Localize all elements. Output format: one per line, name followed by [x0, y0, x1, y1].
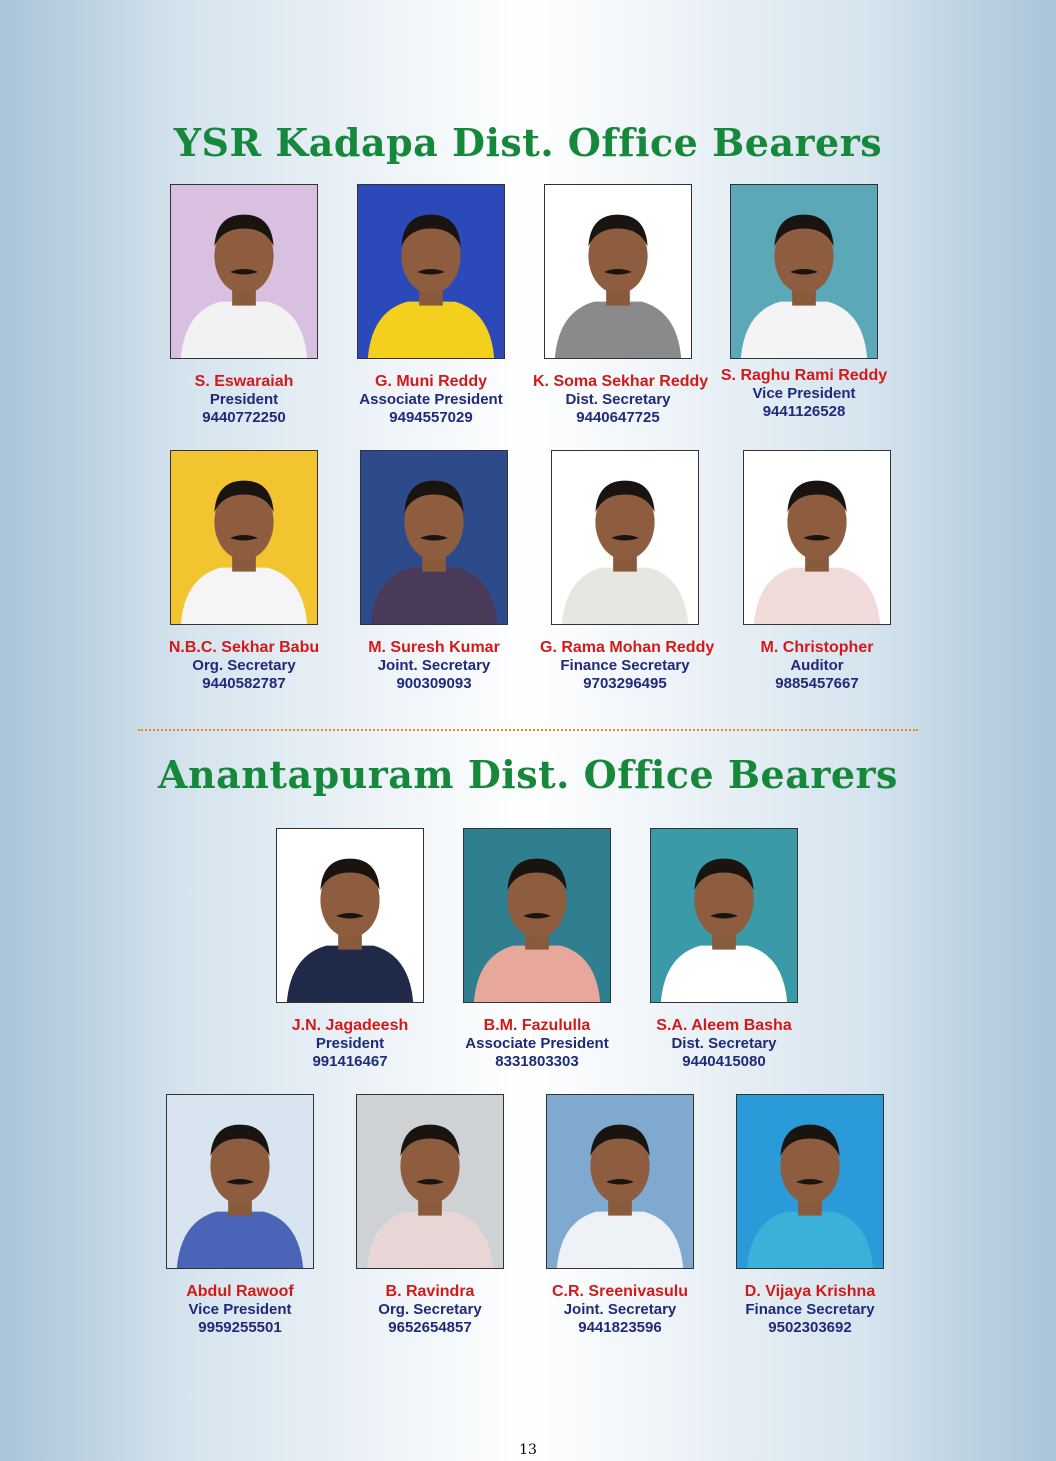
member-photo — [357, 184, 505, 359]
member-phone: 900309093 — [396, 675, 472, 692]
member-card — [533, 184, 709, 427]
member-photo — [463, 828, 611, 1003]
member-phone: 8331803303 — [495, 1053, 579, 1070]
section-divider — [138, 729, 918, 731]
member-photo — [736, 1094, 884, 1269]
member-phone: 9440415080 — [682, 1053, 766, 1070]
member-card — [159, 450, 329, 693]
member-role: Associate President — [465, 1035, 609, 1052]
member-phone: 9703296495 — [583, 675, 667, 692]
member-photo — [743, 450, 891, 625]
member-name: D. Vijaya Krishna — [744, 1283, 876, 1300]
member-phone: 9440647725 — [576, 409, 660, 426]
member-card — [725, 1094, 895, 1337]
member-card — [535, 1094, 705, 1337]
member-role: Dist. Secretary — [671, 1035, 777, 1052]
member-name: S.A. Aleem Basha — [656, 1017, 792, 1034]
section-title-kadapa: YSR Kadapa Dist. Office Bearers — [173, 120, 883, 165]
member-name: C.R. Sreenivasulu — [551, 1283, 689, 1300]
member-phone: 9502303692 — [768, 1319, 852, 1336]
member-name: Abdul Rawoof — [186, 1283, 294, 1300]
member-phone: 9652654857 — [388, 1319, 472, 1336]
member-role: Joint. Secretary — [377, 657, 491, 674]
member-role: Associate President — [359, 391, 503, 408]
member-name: B. Ravindra — [385, 1283, 475, 1300]
member-role: Auditor — [790, 657, 844, 674]
member-photo — [546, 1094, 694, 1269]
member-name: N.B.C. Sekhar Babu — [168, 639, 320, 656]
member-card — [639, 828, 809, 1071]
member-name: G. Muni Reddy — [375, 373, 487, 390]
member-role: Vice President — [752, 385, 856, 402]
member-phone: 9440582787 — [202, 675, 286, 692]
member-photo — [551, 450, 699, 625]
member-phone: 9441126528 — [762, 403, 846, 420]
member-role: President — [315, 1035, 385, 1052]
member-photo — [166, 1094, 314, 1269]
member-role: Finance Secretary — [560, 657, 690, 674]
member-photo — [170, 184, 318, 359]
member-card — [732, 450, 902, 693]
page-number: 13 — [519, 1442, 537, 1458]
member-phone: 9441823596 — [578, 1319, 662, 1336]
member-role: Finance Secretary — [745, 1301, 875, 1318]
member-role: Dist. Secretary — [565, 391, 671, 408]
member-photo — [276, 828, 424, 1003]
member-phone: 9959255501 — [198, 1319, 282, 1336]
member-photo — [650, 828, 798, 1003]
member-card — [155, 1094, 325, 1337]
member-card — [346, 184, 516, 427]
member-name: M. Suresh Kumar — [368, 639, 500, 656]
member-name: M. Christopher — [760, 639, 874, 656]
member-role: Vice President — [188, 1301, 292, 1318]
member-photo — [544, 184, 692, 359]
member-card — [719, 184, 889, 421]
section-title-anantapuram: Anantapuram Dist. Office Bearers — [158, 752, 898, 797]
member-name: S. Eswaraiah — [194, 373, 294, 390]
member-role: Org. Secretary — [192, 657, 296, 674]
member-name: B.M. Fazululla — [483, 1017, 591, 1034]
member-name: S. Raghu Rami Reddy — [720, 367, 888, 384]
member-role: Org. Secretary — [378, 1301, 482, 1318]
member-photo — [356, 1094, 504, 1269]
member-card — [349, 450, 519, 693]
member-photo — [730, 184, 878, 359]
member-role: Joint. Secretary — [563, 1301, 677, 1318]
member-photo — [360, 450, 508, 625]
member-name: J.N. Jagadeesh — [291, 1017, 409, 1034]
member-phone: 9494557029 — [389, 409, 473, 426]
member-name: G. Rama Mohan Reddy — [540, 639, 715, 656]
member-phone: 9440772250 — [202, 409, 286, 426]
member-card — [265, 828, 435, 1071]
member-phone: 991416467 — [312, 1053, 388, 1070]
member-phone: 9885457667 — [775, 675, 859, 692]
member-role: President — [209, 391, 279, 408]
member-photo — [170, 450, 318, 625]
member-name: K. Soma Sekhar Reddy — [533, 373, 709, 390]
member-card — [540, 450, 715, 693]
member-card — [345, 1094, 515, 1337]
member-card — [452, 828, 622, 1071]
member-card — [159, 184, 329, 427]
